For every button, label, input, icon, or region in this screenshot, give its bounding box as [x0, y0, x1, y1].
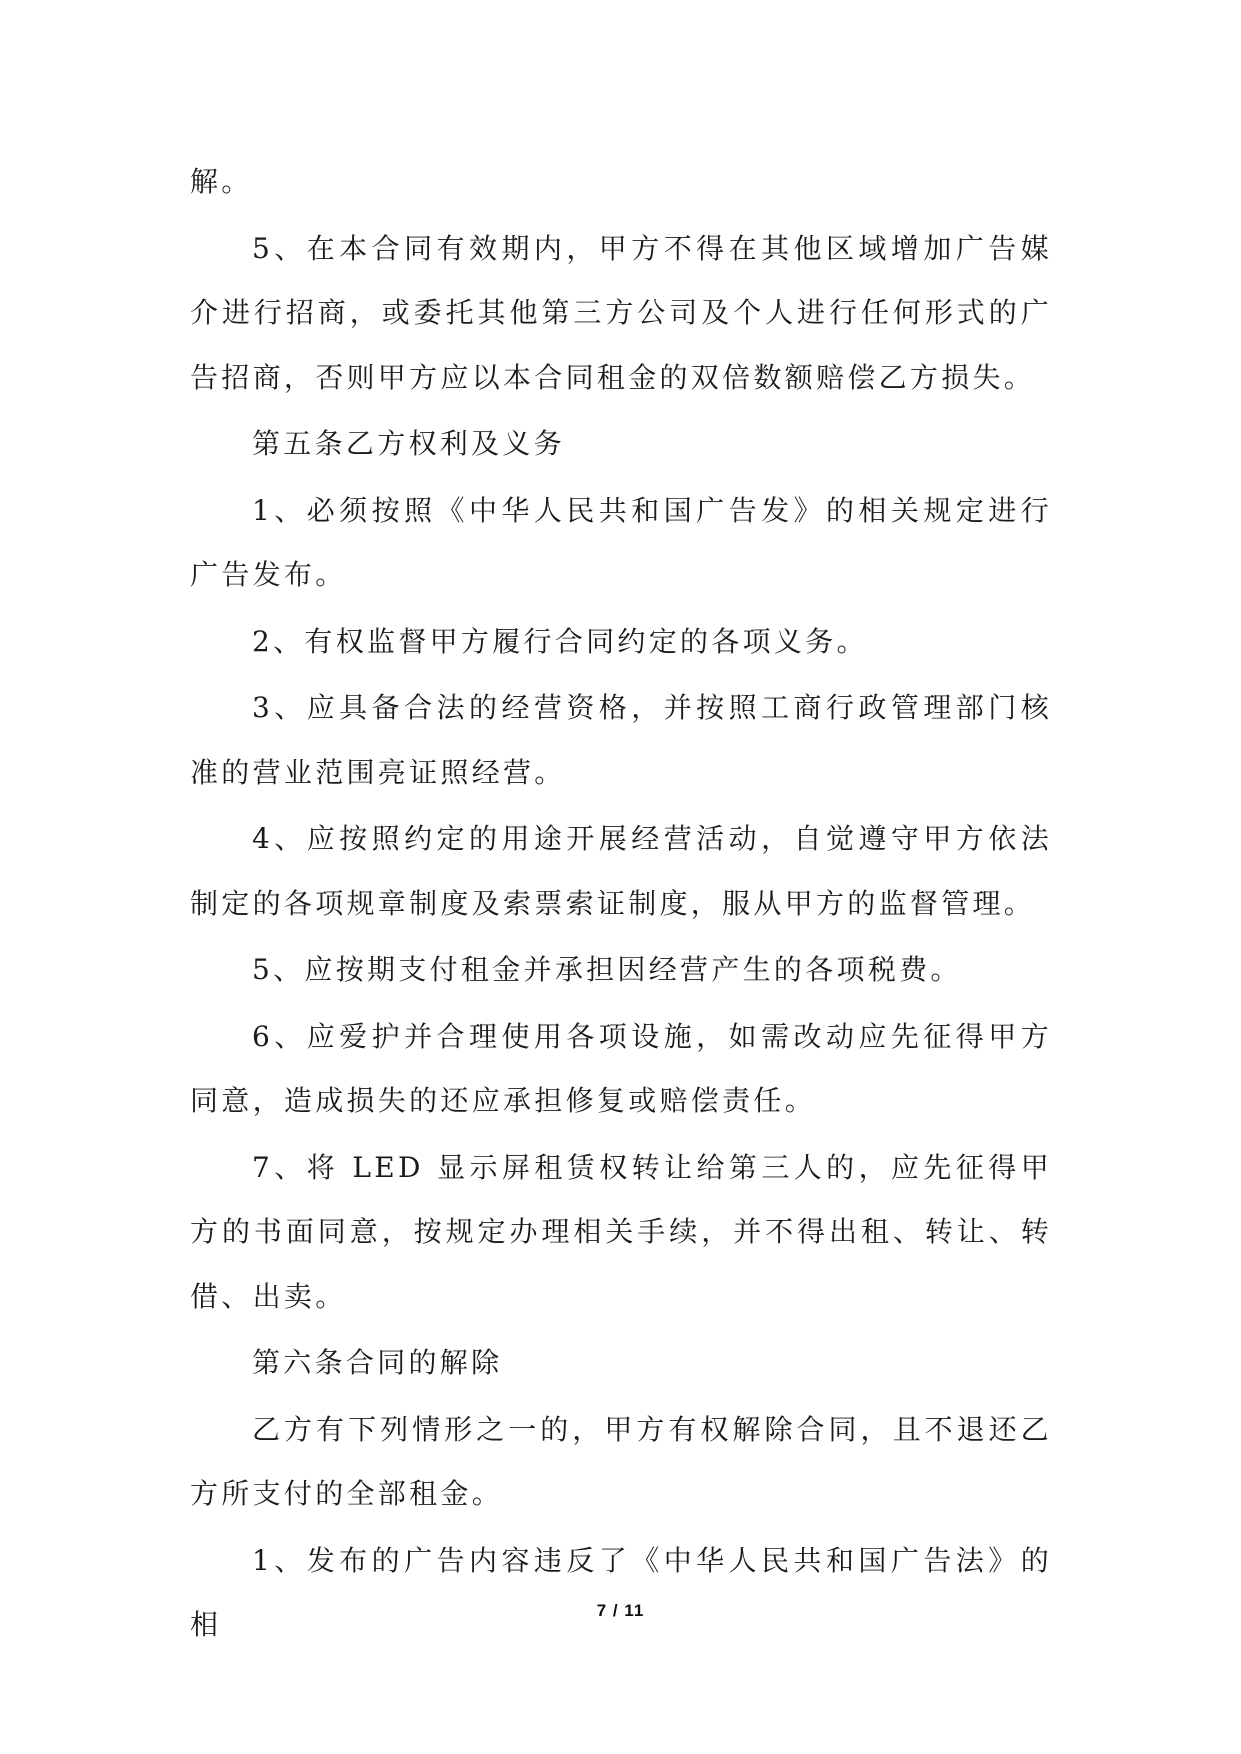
paragraph-0: 解。 — [190, 165, 253, 198]
paragraph-5: 3、应具备合法的经营资格，并按照工商行政管理部门核准的营业范围亮证照经营。 — [190, 691, 1052, 789]
paragraph-1: 5、在本合同有效期内，甲方不得在其他区域增加广告媒介进行招商，或委托其他第三方公司及个人进行任何形式的广告招商，否则甲方应以本合同租金的双倍数额赔偿乙方损失。 — [190, 231, 1052, 394]
document-body — [190, 150, 1052, 1660]
section-heading-5: 第五条乙方权利及义务 — [252, 427, 566, 460]
section-heading-6: 第六条合同的解除 — [252, 1346, 503, 1379]
paragraph-4: 2、有权监督甲方履行合同约定的各项义务。 — [252, 624, 868, 658]
paragraph-12: 1、发布的广告内容违反了《中华人民共和国广告法》的相 — [190, 1543, 1052, 1641]
paragraph-11: 乙方有下列情形之一的，甲方有权解除合同，且不退还乙方所支付的全部租金。 — [190, 1412, 1052, 1510]
paragraph-9: 7、将 LED 显示屏租赁权转让给第三人的，应先征得甲方的书面同意，按规定办理相关手续，并不得出租、转让、转借、出卖。 — [190, 1150, 1052, 1313]
page-number: 7 / 11 — [596, 1601, 645, 1620]
paragraph-8: 6、应爱护并合理使用各项设施，如需改动应先征得甲方同意，造成损失的还应承担修复或赔偿责任。 — [190, 1019, 1052, 1117]
paragraph-6: 4、应按照约定的用途开展经营活动，自觉遵守甲方依法制定的各项规章制度及索票索证制度，服从甲方的监督管理。 — [190, 822, 1052, 920]
paragraph-3: 1、必须按照《中华人民共和国广告发》的相关规定进行广告发布。 — [190, 493, 1052, 591]
paragraph-7: 5、应按期支付租金并承担因经营产生的各项税费。 — [252, 953, 962, 986]
